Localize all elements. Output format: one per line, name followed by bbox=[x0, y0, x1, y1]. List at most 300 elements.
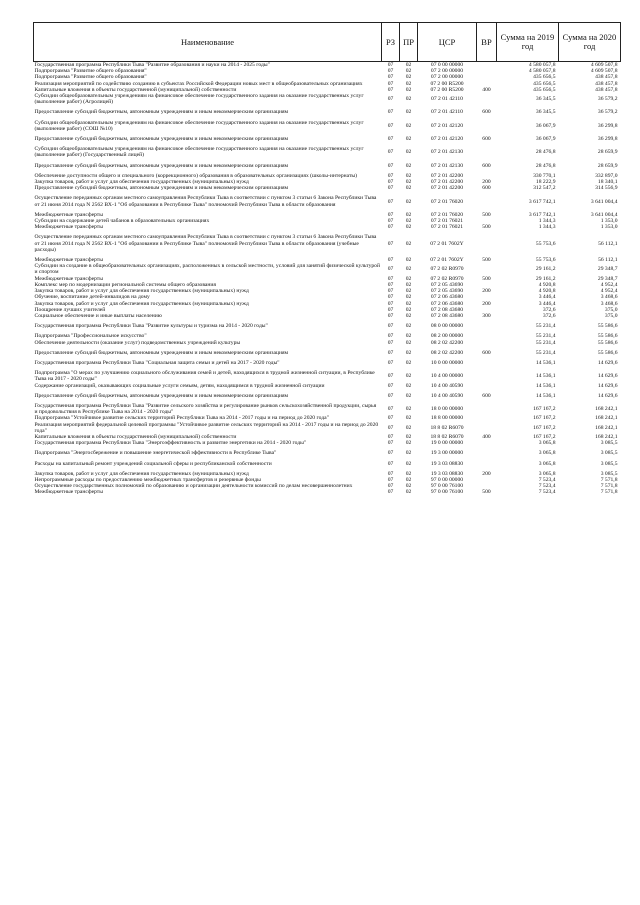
row-rz: 07 bbox=[387, 224, 394, 231]
row-name: Предоставление субсидий бюджетным, автономным учреждениям и иным некоммерческим организациям bbox=[34, 162, 289, 169]
row-rz: 07 bbox=[387, 109, 394, 116]
row-csr: 07 2 01 42120 bbox=[430, 122, 464, 129]
row-pr: 02 bbox=[405, 406, 412, 413]
row-csr: 18 8 00 00000 bbox=[430, 415, 464, 422]
row-pr: 02 bbox=[405, 122, 412, 129]
row-sum-2019: 3 617 742,1 bbox=[528, 211, 556, 218]
row-sum-2019: 36 345,5 bbox=[535, 96, 556, 103]
row-sum-2019: 7 523,4 bbox=[538, 489, 556, 496]
row-csr: 07 2 01 42130 bbox=[430, 162, 464, 169]
row-sum-2020: 36 299,8 bbox=[597, 136, 618, 143]
row-sum-2020: 28 659,9 bbox=[597, 149, 618, 156]
row-name: Предоставление субсидий бюджетным, автономным учреждениям и иным некоммерческим организациям bbox=[34, 392, 289, 399]
row-sum-2020: 55 586,6 bbox=[597, 339, 618, 346]
row-rz: 07 bbox=[387, 136, 394, 143]
row-pr: 02 bbox=[405, 450, 412, 457]
row-sum-2020: 375,0 bbox=[604, 306, 618, 313]
row-name: Государственная программа Республики Тыва "Социальная защита семьи и детей на 2017 - 2020 годы" bbox=[34, 359, 280, 366]
row-name: Обеспечение деятельности (оказание услуг) подведомственных учреждений культуры bbox=[34, 339, 241, 346]
row-pr: 02 bbox=[405, 266, 412, 273]
row-rz: 07 bbox=[387, 198, 394, 205]
row-name: Осуществление переданных органам местного самоуправления Республики Тыва в соответствии с пунктом 3 статьи 6 Закона Республики Тыва от 21 июня 2014 года N 2562 ВХ-1 "Об образовании в Республике Тыва" полномочий Республики Тыва в области образования (учебные расходы) bbox=[34, 234, 377, 253]
row-sum-2020: 7 571,8 bbox=[600, 483, 618, 490]
budget-table bbox=[33, 22, 621, 496]
row-sum-2020: 28 659,9 bbox=[597, 162, 618, 169]
row-sum-2020: 36 579,2 bbox=[597, 96, 618, 103]
row-name: Субсидии общеобразовательным учреждениям на финансовое обеспечение государственного задания на оказание государственных услуг (выполнение работ) (Государственный лицей) bbox=[34, 146, 364, 159]
row-sum-2020: 36 299,8 bbox=[597, 122, 618, 129]
row-pr: 02 bbox=[405, 382, 412, 389]
row-sum-2020: 14 629,6 bbox=[597, 392, 618, 399]
row-name: Закупка товаров, работ и услуг для обеспечения государственных (муниципальных) нужд bbox=[34, 470, 249, 477]
row-sum-2019: 55 231,4 bbox=[535, 349, 556, 356]
row-name: Осуществление переданных органам местного самоуправления Республики Тыва в соответствии с пунктом 3 статьи 6 Закона Республики Тыва от 21 июня 2014 года N 2562 ВХ-1 "Об образовании в Республике Тыва" полномочий Республики Тыва в области образования bbox=[34, 195, 377, 208]
row-sum-2019: 330 770,1 bbox=[533, 172, 556, 179]
row-sum-2020: 36 579,2 bbox=[597, 109, 618, 116]
row-sum-2020: 1 353,0 bbox=[600, 218, 618, 225]
row-vr: 600 bbox=[482, 392, 491, 399]
table-row bbox=[34, 234, 621, 253]
row-sum-2019: 167 167,2 bbox=[533, 424, 556, 431]
row-csr: 07 2 01 42130 bbox=[430, 149, 464, 156]
row-csr: 18 8 02 R6070 bbox=[430, 433, 464, 440]
row-rz: 07 bbox=[387, 172, 394, 179]
row-rz: 07 bbox=[387, 86, 394, 93]
row-name: Капитальные вложения в объекты государственной (муниципальной) собственности bbox=[34, 86, 237, 93]
row-csr: 10 4 00 40590 bbox=[430, 382, 464, 389]
row-pr: 02 bbox=[405, 218, 412, 225]
row-pr: 02 bbox=[405, 433, 412, 440]
row-name: Подпрограмма "О мерах по улучшению социального обслуживания семей и детей, находящихся в трудной жизненной ситуации, в Республике Тыва на 2017 - 2020 годы" bbox=[34, 370, 375, 383]
row-name: Государственная программа Республики Тыва "Развитие сельского хозяйства и регулирование рынков сельскохозяйственной продукции, сырья и продовольствия в Республике Тыва на 2014 - 2020 годы" bbox=[34, 402, 377, 416]
row-sum-2019: 4 580 057,8 bbox=[528, 62, 556, 68]
row-sum-2020: 3 085,5 bbox=[600, 450, 618, 457]
row-vr bbox=[477, 263, 497, 275]
table-row bbox=[34, 415, 621, 421]
row-sum-2020: 3 641 004,4 bbox=[590, 198, 618, 205]
row-pr: 02 bbox=[405, 323, 412, 330]
row-sum-2020: 314 556,9 bbox=[595, 185, 618, 192]
row-pr: 02 bbox=[405, 240, 412, 247]
row-vr bbox=[477, 422, 497, 434]
row-name: Подпрограмма "Устойчивое развитие сельских территорий Республики Тыва на 2014 - 2017 годы и на период до 2020 года" bbox=[34, 415, 329, 422]
row-pr: 02 bbox=[405, 211, 412, 218]
row-rz: 07 bbox=[387, 211, 394, 218]
row-pr: 02 bbox=[405, 162, 412, 169]
row-vr: 500 bbox=[482, 275, 491, 282]
row-sum-2019: 55 231,4 bbox=[535, 339, 556, 346]
row-name: Государственная программа Республики Тыва "Развитие образования и науки на 2014 - 2025 годы" bbox=[34, 62, 270, 68]
row-name: Обучение, воспитание детей-инвалидов на дому bbox=[34, 294, 150, 301]
row-sum-2019: 14 536,1 bbox=[535, 359, 556, 366]
header-name: Наименование bbox=[34, 23, 382, 62]
row-name: Расходы на капитальный ремонт учреждений социальной сферы и республиканской собственности bbox=[34, 460, 272, 467]
header-rz: РЗ bbox=[382, 23, 400, 62]
row-sum-2020: 4 609 507,8 bbox=[590, 62, 618, 68]
row-pr: 02 bbox=[405, 68, 412, 75]
row-rz: 07 bbox=[387, 323, 394, 330]
row-sum-2020: 55 586,6 bbox=[597, 323, 618, 330]
row-name: Обеспечение доступности общего и специального (коррекционного) образования в образовательных организациях (школы-интернаты) bbox=[34, 172, 358, 179]
row-rz: 07 bbox=[387, 62, 394, 68]
row-rz: 07 bbox=[387, 424, 394, 431]
row-sum-2019: 435 656,5 bbox=[533, 74, 556, 81]
row-sum-2019: 3 446,4 bbox=[538, 294, 556, 301]
row-sum-2020: 7 571,8 bbox=[600, 476, 618, 483]
row-vr: 300 bbox=[482, 312, 491, 319]
row-csr: 07 2 01 76021 bbox=[430, 224, 464, 231]
row-csr: 07 2 00 00000 bbox=[430, 74, 464, 81]
row-name: Непрограммные расходы по предоставлению межбюджетных трансфертов и резервные фонды bbox=[34, 476, 261, 483]
row-sum-2019: 29 161,2 bbox=[535, 266, 556, 273]
row-csr: 07 2 01 42200 bbox=[430, 185, 464, 192]
row-csr: 07 2 01 7602Y bbox=[430, 240, 464, 247]
row-name: Межбюджетные трансферты bbox=[34, 211, 103, 218]
row-sum-2020: 3 468,6 bbox=[600, 294, 618, 301]
row-sum-2019: 167 167,2 bbox=[533, 406, 556, 413]
row-vr: 500 bbox=[482, 257, 491, 264]
row-sum-2020: 168 242,1 bbox=[595, 415, 618, 422]
table-row bbox=[34, 146, 621, 158]
row-csr: 07 2 01 42200 bbox=[430, 179, 464, 186]
row-name: Реализация мероприятий федеральной целевой программы "Устойчивое развитие сельских территорий на 2014 - 2017 годы и на период до 2020 года" bbox=[34, 421, 379, 434]
row-csr: 07 2 01 42120 bbox=[430, 136, 464, 143]
row-pr: 02 bbox=[405, 373, 412, 380]
row-pr: 02 bbox=[405, 224, 412, 231]
row-rz: 07 bbox=[387, 483, 394, 490]
row-rz: 07 bbox=[387, 415, 394, 422]
row-name: Подпрограмма "Профессиональное искусство" bbox=[34, 333, 147, 340]
row-csr: 07 2 01 42110 bbox=[431, 96, 463, 103]
row-csr: 07 2 02 R0970 bbox=[430, 275, 464, 282]
header-sum-2019: Сумма на 2019 год bbox=[497, 23, 559, 62]
row-sum-2020: 29 348,7 bbox=[597, 275, 618, 282]
row-rz: 07 bbox=[387, 339, 394, 346]
row-name: Межбюджетные трансферты bbox=[34, 275, 103, 282]
row-pr: 02 bbox=[405, 306, 412, 313]
row-sum-2020: 168 242,1 bbox=[595, 424, 618, 431]
row-pr: 02 bbox=[405, 109, 412, 116]
row-vr: 200 bbox=[482, 288, 491, 295]
row-pr: 02 bbox=[405, 312, 412, 319]
row-sum-2019: 36 067,9 bbox=[535, 136, 556, 143]
row-sum-2019: 55 231,4 bbox=[535, 323, 556, 330]
row-vr: 600 bbox=[482, 136, 491, 143]
row-rz: 07 bbox=[387, 149, 394, 156]
row-csr: 10 4 00 00000 bbox=[430, 373, 464, 380]
row-sum-2019: 372,6 bbox=[542, 306, 556, 313]
row-sum-2019: 14 536,1 bbox=[535, 382, 556, 389]
row-name: Закупка товаров, работ и услуг для обеспечения государственных (муниципальных) нужд bbox=[34, 288, 249, 295]
row-rz: 07 bbox=[387, 382, 394, 389]
row-sum-2019: 28 476,8 bbox=[535, 149, 556, 156]
row-rz: 07 bbox=[387, 373, 394, 380]
table-row bbox=[34, 422, 621, 434]
table-row bbox=[34, 195, 621, 207]
row-pr: 02 bbox=[405, 440, 412, 447]
row-rz: 07 bbox=[387, 433, 394, 440]
row-sum-2020: 14 629,6 bbox=[597, 359, 618, 366]
row-sum-2019: 55 753,6 bbox=[535, 257, 556, 264]
row-pr: 02 bbox=[405, 96, 412, 103]
row-sum-2020: 3 641 004,4 bbox=[590, 211, 618, 218]
row-name: Поощрение лучших учителей bbox=[34, 306, 106, 313]
row-sum-2019: 14 536,1 bbox=[535, 392, 556, 399]
row-rz: 07 bbox=[387, 440, 394, 447]
row-rz: 07 bbox=[387, 80, 394, 87]
row-csr: 07 2 02 R0970 bbox=[430, 266, 464, 273]
row-sum-2019: 167 167,2 bbox=[533, 433, 556, 440]
row-csr: 18 0 00 00000 bbox=[430, 406, 464, 413]
row-vr: 400 bbox=[482, 433, 491, 440]
row-name: Подпрограмма "Развитие общего образования" bbox=[34, 74, 147, 81]
header-vr: ВР bbox=[477, 23, 497, 62]
row-rz: 07 bbox=[387, 460, 394, 467]
row-name: Осуществление государственных полномочий по образованию и организации деятельности комиссий по делам несовершеннолетних bbox=[34, 483, 353, 490]
row-sum-2019: 7 523,4 bbox=[538, 476, 556, 483]
row-name: Предоставление субсидий бюджетным, автономным учреждениям и иным некоммерческим организациям bbox=[34, 349, 289, 356]
row-pr: 02 bbox=[405, 333, 412, 340]
row-pr: 02 bbox=[405, 74, 412, 81]
row-name: Комплекс мер по модернизации региональной системы общего образования bbox=[34, 281, 216, 288]
row-name: Подпрограмма "Развитие общего образования" bbox=[34, 68, 147, 75]
row-pr: 02 bbox=[405, 288, 412, 295]
row-rz: 07 bbox=[387, 275, 394, 282]
row-csr: 19 0 00 00000 bbox=[430, 440, 464, 447]
row-vr: 600 bbox=[482, 109, 491, 116]
row-rz: 07 bbox=[387, 240, 394, 247]
row-csr: 07 2 05 43690 bbox=[430, 288, 464, 295]
row-vr: 500 bbox=[482, 211, 491, 218]
row-vr bbox=[477, 370, 497, 382]
row-name: Субсидии общеобразовательным учреждениям на финансовое обеспечение государственного задания на оказание государственных услуг (выполнение работ) (СОШ №10) bbox=[34, 119, 364, 132]
table-row bbox=[34, 120, 621, 132]
row-sum-2020: 3 085,5 bbox=[600, 460, 618, 467]
row-vr: 600 bbox=[482, 349, 491, 356]
row-rz: 07 bbox=[387, 312, 394, 319]
row-vr bbox=[477, 195, 497, 207]
row-sum-2020: 4 952,4 bbox=[600, 288, 618, 295]
row-csr: 07 2 00 R5200 bbox=[430, 86, 464, 93]
row-sum-2019: 4 920,8 bbox=[538, 288, 556, 295]
row-pr: 02 bbox=[405, 281, 412, 288]
row-rz: 07 bbox=[387, 162, 394, 169]
table-row bbox=[34, 263, 621, 275]
row-pr: 02 bbox=[405, 185, 412, 192]
row-sum-2019: 435 656,5 bbox=[533, 86, 556, 93]
row-sum-2019: 4 580 057,8 bbox=[528, 68, 556, 75]
row-pr: 02 bbox=[405, 470, 412, 477]
table-row bbox=[34, 370, 621, 382]
row-sum-2019: 14 536,1 bbox=[535, 373, 556, 380]
row-rz: 07 bbox=[387, 306, 394, 313]
row-vr bbox=[477, 403, 497, 415]
row-name: Субсидии на содержание детей чабанов в образовательных организациях bbox=[34, 218, 210, 225]
row-sum-2019: 55 753,6 bbox=[535, 240, 556, 247]
row-csr: 07 2 00 00000 bbox=[430, 68, 464, 75]
row-name: Межбюджетные трансферты bbox=[34, 257, 103, 264]
row-name: Межбюджетные трансферты bbox=[34, 224, 103, 231]
row-sum-2020: 14 629,6 bbox=[597, 373, 618, 380]
row-csr: 07 2 05 43690 bbox=[430, 281, 464, 288]
row-pr: 02 bbox=[405, 476, 412, 483]
row-sum-2020: 438 457,8 bbox=[595, 74, 618, 81]
row-name: Предоставление субсидий бюджетным, автономным учреждениям и иным некоммерческим организациям bbox=[34, 185, 289, 192]
row-rz: 07 bbox=[387, 294, 394, 301]
row-rz: 07 bbox=[387, 122, 394, 129]
table-row bbox=[34, 403, 621, 415]
row-sum-2019: 435 656,5 bbox=[533, 80, 556, 87]
row-sum-2020: 7 571,8 bbox=[600, 489, 618, 496]
row-rz: 07 bbox=[387, 96, 394, 103]
row-csr: 97 0 00 76100 bbox=[430, 483, 464, 490]
row-pr: 02 bbox=[405, 149, 412, 156]
row-name: Реализация мероприятий по содействию созданию в субъектах Российской Федерации новых мест в общеобразовательных организациях bbox=[34, 80, 363, 87]
row-name: Социальное обеспечение и иные выплаты населению bbox=[34, 312, 162, 319]
row-sum-2020: 168 242,1 bbox=[595, 406, 618, 413]
row-pr: 02 bbox=[405, 415, 412, 422]
row-rz: 07 bbox=[387, 185, 394, 192]
row-sum-2020: 375,0 bbox=[604, 312, 618, 319]
row-pr: 02 bbox=[405, 136, 412, 143]
row-rz: 07 bbox=[387, 476, 394, 483]
row-pr: 02 bbox=[405, 460, 412, 467]
row-sum-2020: 438 457,8 bbox=[595, 86, 618, 93]
row-pr: 02 bbox=[405, 172, 412, 179]
row-pr: 02 bbox=[405, 275, 412, 282]
header-pr: ПР bbox=[400, 23, 418, 62]
row-sum-2020: 56 112,1 bbox=[598, 257, 618, 264]
row-pr: 02 bbox=[405, 80, 412, 87]
row-pr: 02 bbox=[405, 198, 412, 205]
row-name: Закупка товаров, работ и услуг для обеспечения государственных (муниципальных) нужд bbox=[34, 179, 249, 186]
row-vr: 600 bbox=[482, 162, 491, 169]
row-csr: 07 2 00 R5200 bbox=[430, 80, 464, 87]
row-rz: 07 bbox=[387, 450, 394, 457]
row-sum-2019: 36 067,9 bbox=[535, 122, 556, 129]
row-name: Предоставление субсидий бюджетным, автономным учреждениям и иным некоммерческим организациям bbox=[34, 109, 289, 116]
row-sum-2020: 3 085,5 bbox=[600, 470, 618, 477]
row-pr: 02 bbox=[405, 483, 412, 490]
row-name: Государственная программа Республики Тыва "Энергоэффективность и развитие энергетики на 2014 - 2020 годы" bbox=[34, 440, 307, 447]
row-sum-2019: 18 222,9 bbox=[535, 179, 556, 186]
row-rz: 07 bbox=[387, 333, 394, 340]
row-rz: 07 bbox=[387, 392, 394, 399]
row-name: Государственная программа Республики Тыва "Развитие культуры и туризма на 2014 - 2020 годы" bbox=[34, 323, 268, 330]
table-row bbox=[34, 81, 621, 87]
row-rz: 07 bbox=[387, 300, 394, 307]
row-rz: 07 bbox=[387, 257, 394, 264]
row-vr bbox=[477, 234, 497, 253]
row-sum-2020: 14 629,6 bbox=[597, 382, 618, 389]
row-csr: 19 3 03 08830 bbox=[430, 470, 464, 477]
row-pr: 02 bbox=[405, 257, 412, 264]
row-csr: 08 2 02 42200 bbox=[430, 339, 464, 346]
row-sum-2020: 168 242,1 bbox=[595, 433, 618, 440]
row-sum-2020: 1 353,0 bbox=[600, 224, 618, 231]
row-pr: 02 bbox=[405, 179, 412, 186]
row-vr bbox=[477, 120, 497, 132]
row-rz: 07 bbox=[387, 406, 394, 413]
row-rz: 07 bbox=[387, 218, 394, 225]
row-sum-2019: 3 065,8 bbox=[538, 450, 556, 457]
row-sum-2020: 3 085,5 bbox=[600, 440, 618, 447]
row-csr: 07 2 01 76021 bbox=[430, 218, 464, 225]
row-rz: 07 bbox=[387, 74, 394, 81]
row-sum-2019: 7 523,4 bbox=[538, 483, 556, 490]
row-csr: 07 2 06 43680 bbox=[430, 300, 464, 307]
row-sum-2019: 3 065,8 bbox=[538, 460, 556, 467]
header-sum-2020: Сумма на 2020 год bbox=[559, 23, 621, 62]
row-rz: 07 bbox=[387, 359, 394, 366]
row-sum-2019: 312 547,2 bbox=[533, 185, 556, 192]
row-name: Предоставление субсидий бюджетным, автономным учреждениям и иным некоммерческим организациям bbox=[34, 136, 289, 143]
row-pr: 02 bbox=[405, 339, 412, 346]
row-sum-2019: 372,6 bbox=[542, 312, 556, 319]
row-csr: 07 2 01 7602Y bbox=[430, 257, 464, 264]
row-sum-2019: 28 476,8 bbox=[535, 162, 556, 169]
row-vr: 200 bbox=[482, 300, 491, 307]
row-vr bbox=[477, 62, 497, 69]
row-sum-2019: 3 065,8 bbox=[538, 470, 556, 477]
row-vr: 200 bbox=[482, 179, 491, 186]
row-sum-2019: 167 167,2 bbox=[533, 415, 556, 422]
row-sum-2019: 36 345,5 bbox=[535, 109, 556, 116]
table-row bbox=[34, 62, 621, 69]
row-rz: 07 bbox=[387, 266, 394, 273]
row-vr: 200 bbox=[482, 470, 491, 477]
row-vr: 500 bbox=[482, 489, 491, 496]
row-rz: 07 bbox=[387, 349, 394, 356]
row-sum-2020: 55 586,6 bbox=[597, 333, 618, 340]
row-csr: 10 4 00 40590 bbox=[430, 392, 464, 399]
row-csr: 07 2 01 76020 bbox=[430, 198, 464, 205]
row-name: Субсидии общеобразовательным учреждениям на финансовое обеспечение государственного задания на оказание государственных услуг (выполнение работ) (Агролицей) bbox=[34, 93, 364, 106]
row-sum-2020: 3 468,6 bbox=[600, 300, 618, 307]
row-rz: 07 bbox=[387, 68, 394, 75]
row-csr: 18 8 02 R6070 bbox=[430, 424, 464, 431]
row-csr: 10 0 00 00000 bbox=[430, 359, 464, 366]
row-name: Подпрограмма "Энергосбережение и повышение энергетической эффективности в Республике Тыва" bbox=[34, 450, 277, 457]
row-sum-2020: 55 586,6 bbox=[597, 349, 618, 356]
row-pr: 02 bbox=[405, 300, 412, 307]
row-sum-2019: 1 344,3 bbox=[538, 218, 556, 225]
row-vr: 600 bbox=[482, 185, 491, 192]
row-sum-2020: 56 112,1 bbox=[598, 240, 618, 247]
row-vr: 400 bbox=[482, 86, 491, 93]
row-rz: 07 bbox=[387, 281, 394, 288]
table-header bbox=[34, 23, 621, 62]
row-csr: 07 2 01 42200 bbox=[430, 172, 464, 179]
table-row bbox=[34, 489, 621, 495]
row-pr: 02 bbox=[405, 489, 412, 496]
row-name: Межбюджетные трансферты bbox=[34, 489, 103, 496]
row-sum-2020: 18 340,1 bbox=[597, 179, 618, 186]
row-sum-2019: 29 161,2 bbox=[535, 275, 556, 282]
row-csr: 07 2 06 43680 bbox=[430, 294, 464, 301]
row-sum-2019: 1 344,3 bbox=[538, 224, 556, 231]
row-rz: 07 bbox=[387, 470, 394, 477]
row-name: Закупка товаров, работ и услуг для обеспечения государственных (муниципальных) нужд bbox=[34, 300, 249, 307]
row-sum-2019: 3 446,4 bbox=[538, 300, 556, 307]
row-sum-2019: 3 617 742,1 bbox=[528, 198, 556, 205]
row-csr: 07 2 01 42110 bbox=[431, 109, 463, 116]
row-sum-2019: 55 231,4 bbox=[535, 333, 556, 340]
row-pr: 02 bbox=[405, 359, 412, 366]
row-csr: 97 0 00 76100 bbox=[430, 489, 464, 496]
row-sum-2019: 4 920,8 bbox=[538, 281, 556, 288]
row-pr: 02 bbox=[405, 86, 412, 93]
